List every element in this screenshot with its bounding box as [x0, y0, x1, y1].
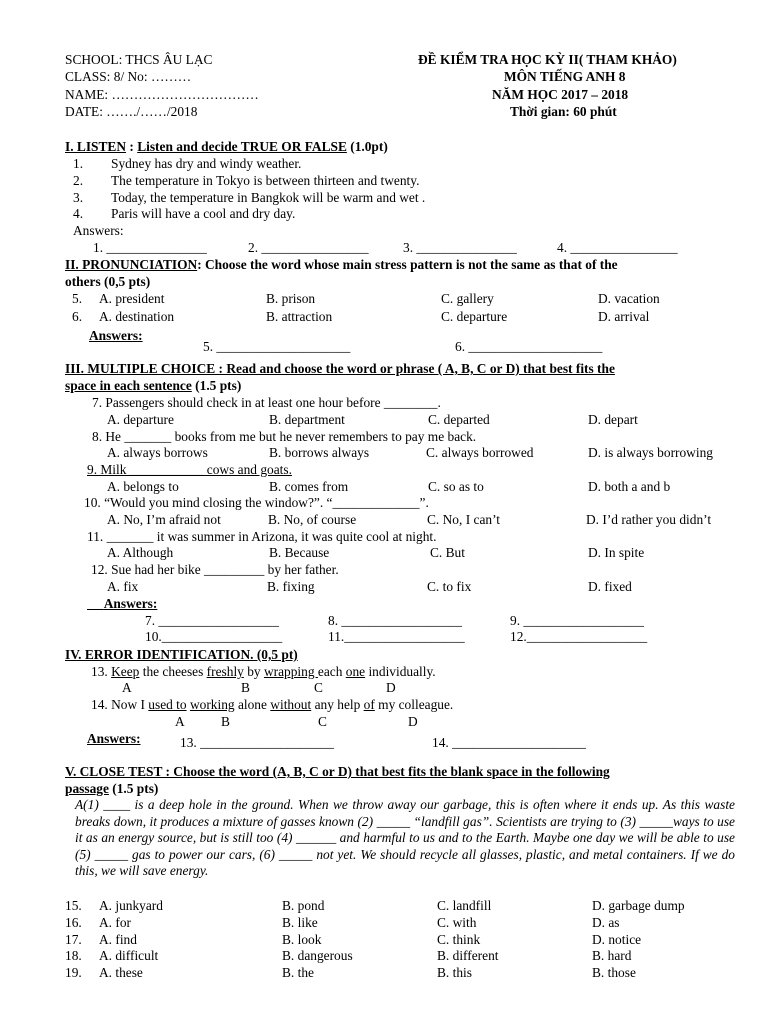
sentence-text: each — [317, 664, 346, 679]
option-a[interactable]: A. for — [99, 915, 131, 930]
option-a[interactable]: A. difficult — [99, 948, 159, 963]
exam-year: NĂM HỌC 2017 – 2018 — [492, 87, 629, 102]
answer-blank[interactable]: 1. _______________ — [93, 240, 207, 255]
question-13 — [91, 664, 436, 680]
passage-blank[interactable]: ____ — [103, 797, 131, 812]
school-line: SCHOOL: THCS ÂU LẠC — [65, 52, 213, 67]
option-b[interactable]: B. like — [282, 915, 318, 930]
option-b[interactable]: B. attraction — [266, 309, 333, 324]
option-a[interactable]: A. junkyard — [99, 898, 163, 913]
option-b[interactable]: B. dangerous — [282, 948, 353, 963]
question-stem: 10. “Would you mind closing the window?”. “_____________”. — [84, 495, 429, 510]
question-stem: 12. Sue had her bike _________ by her father. — [91, 562, 339, 577]
option-b[interactable]: B. the — [282, 965, 314, 980]
multiple-choice-heading: III. MULTIPLE CHOICE : Read and choose the word or phrase ( A, B, C or D) that best fits the — [65, 361, 615, 376]
option-c[interactable]: C. No, I can’t — [427, 512, 501, 527]
option-c[interactable]: C. departure — [441, 309, 508, 324]
option-c[interactable]: C. think — [437, 932, 481, 947]
error-letter: C — [314, 680, 323, 695]
answer-blank[interactable]: 5. ____________________ — [203, 339, 351, 354]
option-d[interactable]: D. depart — [588, 412, 638, 427]
option-c[interactable]: C. departed — [428, 412, 490, 427]
sentence-text: by — [243, 664, 264, 679]
option-a[interactable]: A. departure — [107, 412, 174, 427]
pronunciation-heading — [65, 257, 618, 273]
passage-blank[interactable]: _____ — [278, 846, 313, 862]
listen-title: I. LISTEN — [65, 139, 127, 154]
question-stem: 7. Passengers should check in at least one hour before ________. — [92, 395, 441, 410]
option-c[interactable]: C. to fix — [427, 579, 472, 594]
underlined-word[interactable]: Keep — [111, 664, 140, 679]
error-letter: A — [175, 714, 185, 729]
question-stem: 8. He _______ books from me but he never remembers to pay me back. — [92, 429, 477, 444]
option-b[interactable]: B. Because — [269, 545, 330, 560]
passage-blank[interactable]: _____ — [376, 813, 411, 829]
date-line: DATE: ……./……/2018 — [65, 104, 198, 119]
option-a[interactable]: A. president — [99, 291, 165, 306]
option-d[interactable]: D. vacation — [598, 291, 660, 306]
option-b[interactable]: B. department — [269, 412, 345, 427]
answer-blank[interactable]: 11.__________________ — [328, 629, 465, 644]
error-letter: D — [408, 714, 418, 729]
question-14 — [91, 697, 453, 713]
option-a[interactable]: A. belongs to — [107, 479, 179, 494]
cloze-passage — [75, 797, 735, 880]
sentence-text: individually. — [365, 664, 436, 679]
answer-blank[interactable]: 2. ________________ — [248, 240, 369, 255]
underlined-word[interactable]: working — [189, 697, 235, 712]
option-d[interactable]: D. both a and b — [588, 479, 671, 494]
answer-blank[interactable]: 12.__________________ — [510, 629, 648, 644]
multiple-choice-instruction: space in each sentence — [65, 378, 192, 393]
listen-sep: : — [126, 139, 138, 154]
question-number: 16. — [65, 915, 82, 930]
option-a[interactable]: A. No, I’m afraid not — [107, 512, 221, 527]
answer-blank[interactable]: 14. ____________________ — [432, 735, 586, 750]
error-letter: D — [386, 680, 396, 695]
question-number: 18. — [65, 948, 82, 963]
option-c[interactable]: B. this — [437, 965, 472, 980]
answer-blank[interactable]: 13. ____________________ — [180, 735, 334, 750]
option-d[interactable]: D. fixed — [588, 579, 632, 594]
error-letter: B — [241, 680, 250, 695]
question-number: 19. — [65, 965, 82, 980]
class-line: CLASS: 8/ No: ……… — [65, 69, 192, 84]
pronunciation-instruction: : Choose the word whose main stress pattern is not the same as that of the — [197, 257, 618, 272]
passage-text: A(1) — [75, 797, 104, 812]
error-letter: B — [221, 714, 230, 729]
sentence-text: 14. Now I — [91, 697, 149, 712]
error-letter: C — [318, 714, 327, 729]
question-number: 5. — [72, 291, 83, 306]
question-number: 6. — [72, 309, 83, 324]
option-d[interactable]: D. In spite — [588, 545, 645, 560]
passage-blank[interactable]: ______ — [295, 830, 337, 846]
cloze-heading: V. CLOSE TEST : Choose the word (A, B, C or D) that best fits the blank space in the following — [65, 764, 610, 779]
exam-title: ĐỀ KIỂM TRA HỌC KỲ II( THAM KHẢO) — [418, 52, 677, 67]
option-b[interactable]: B. fixing — [267, 579, 315, 594]
option-a[interactable]: A. find — [99, 932, 137, 947]
answers-label-text: Answers: — [103, 596, 158, 611]
option-a[interactable]: A. always borrows — [107, 445, 208, 460]
cloze-points: (1.5 pts) — [108, 781, 159, 796]
multiple-choice-heading-2 — [65, 378, 241, 394]
sentence-text: any help — [311, 697, 364, 712]
option-c[interactable]: C. gallery — [441, 291, 494, 306]
multiple-choice-answers-label — [87, 596, 157, 612]
question-stem: 11. _______ it was summer in Arizona, it was quite cool at night. — [87, 529, 437, 544]
exam-subject: MÔN TIẾNG ANH 8 — [504, 69, 626, 84]
passage-text: ways to use it as an energy source, but is still too (4) — [75, 813, 735, 846]
exam-time: Thời gian: 60 phút — [510, 104, 617, 119]
listen-item-number: 4. — [73, 206, 84, 221]
answer-blank[interactable]: 4. ________________ — [557, 240, 678, 255]
underlined-word[interactable]: wrapping — [263, 664, 318, 679]
passage-blank[interactable]: _____ — [639, 813, 673, 829]
option-d[interactable]: B. those — [592, 965, 636, 980]
error-answers-label: Answers: — [87, 731, 141, 746]
answer-blank[interactable]: 6. ____________________ — [455, 339, 603, 354]
option-d[interactable]: D. is always borrowing — [588, 445, 713, 460]
option-a[interactable]: A. fix — [107, 579, 139, 594]
section-listen-heading — [65, 139, 388, 155]
option-d[interactable]: D. notice — [592, 932, 642, 947]
option-c[interactable]: C. But — [430, 545, 465, 560]
passage-text: gas to power our cars, (6) — [128, 846, 279, 862]
option-b[interactable]: B. look — [282, 932, 322, 947]
passage-text: “landfill gas”. Scientists are trying to (3) — [410, 813, 640, 829]
sentence-text: alone — [234, 697, 271, 712]
error-letter: A — [122, 680, 132, 695]
question-number: 17. — [65, 932, 82, 947]
answer-blank[interactable]: 10.__________________ — [145, 629, 283, 644]
underlined-word[interactable]: of — [363, 697, 375, 712]
listen-instruction: Listen and decide TRUE OR FALSE — [137, 139, 347, 154]
underlined-word[interactable]: freshly — [206, 664, 244, 679]
option-b[interactable]: B. borrows always — [269, 445, 370, 460]
listen-item-text: Today, the temperature in Bangkok will be warm and wet . — [111, 190, 426, 205]
option-a[interactable]: A. these — [99, 965, 143, 980]
listen-item-number: 2. — [73, 173, 84, 188]
answer-blank[interactable]: 7. __________________ — [145, 613, 279, 628]
cloze-passage-label: passage — [65, 781, 109, 796]
option-d[interactable]: D. garbage dump — [592, 898, 685, 913]
question-number: 15. — [65, 898, 82, 913]
option-b[interactable]: B. comes from — [269, 479, 349, 494]
option-c[interactable]: C. landfill — [437, 898, 492, 913]
underlined-word[interactable]: one — [345, 664, 366, 679]
cloze-heading-2 — [65, 781, 158, 797]
option-b[interactable]: B. No, of course — [268, 512, 357, 527]
pronunciation-answers-label: Answers: — [89, 328, 143, 343]
multiple-choice-points: (1.5 pts) — [191, 378, 242, 393]
option-d[interactable]: B. hard — [592, 948, 632, 963]
listen-points: (1.0pt) — [346, 139, 388, 154]
option-c[interactable]: C. so as to — [428, 479, 484, 494]
listen-item-number: 3. — [73, 190, 84, 205]
option-c[interactable]: C. with — [437, 915, 477, 930]
name-line: NAME: …………………………… — [65, 87, 259, 102]
passage-text: not yet. We should recycle all glasses, plastic, and metal containers. If we do this, we will save energy. — [75, 846, 735, 879]
option-d[interactable]: D. as — [592, 915, 620, 930]
underlined-word[interactable]: without — [270, 697, 312, 712]
passage-text: and harmful to us and to the Earth. Maybe one day we will be able to use (5) — [75, 830, 735, 862]
listen-item-text: Paris will have a cool and dry day. — [111, 206, 296, 221]
option-d[interactable]: D. arrival — [598, 309, 650, 324]
answer-blank[interactable]: 3. _______________ — [403, 240, 517, 255]
listen-item-text: The temperature in Tokyo is between thirteen and twenty. — [111, 173, 420, 188]
option-c[interactable]: C. always borrowed — [426, 445, 534, 460]
option-a[interactable]: A. destination — [99, 309, 175, 324]
sentence-text: the cheeses — [139, 664, 207, 679]
option-b[interactable]: B. pond — [282, 898, 325, 913]
pronunciation-title: II. PRONUNCIATION — [65, 257, 198, 272]
passage-text: is a deep hole in the ground. When we throw away our garbage, this is often where it ends up. As this waste breaks down, it produces a mixture of gasses known (2) — [75, 797, 735, 829]
underlined-word[interactable]: used to — [148, 697, 187, 712]
listen-item-number: 1. — [73, 156, 84, 171]
option-b[interactable]: B. prison — [266, 291, 316, 306]
question-number: 13. — [91, 664, 108, 679]
listen-answers-label: Answers: — [73, 223, 124, 238]
sentence-text: my colleague. — [374, 697, 454, 712]
listen-item-text: Sydney has dry and windy weather. — [111, 156, 302, 171]
option-d[interactable]: D. I’d rather you didn’t — [586, 512, 712, 527]
option-a[interactable]: A. Although — [107, 545, 174, 560]
answer-blank[interactable]: 9. __________________ — [510, 613, 644, 628]
error-identification-heading: IV. ERROR IDENTIFICATION. (0,5 pt) — [65, 647, 298, 662]
passage-blank[interactable]: _____ — [94, 846, 129, 862]
pronunciation-points: others (0,5 pts) — [65, 274, 151, 289]
option-c[interactable]: B. different — [437, 948, 499, 963]
question-stem: 9. Milk ___________ cows and goats. — [87, 462, 292, 477]
answer-blank[interactable]: 8. __________________ — [328, 613, 462, 628]
